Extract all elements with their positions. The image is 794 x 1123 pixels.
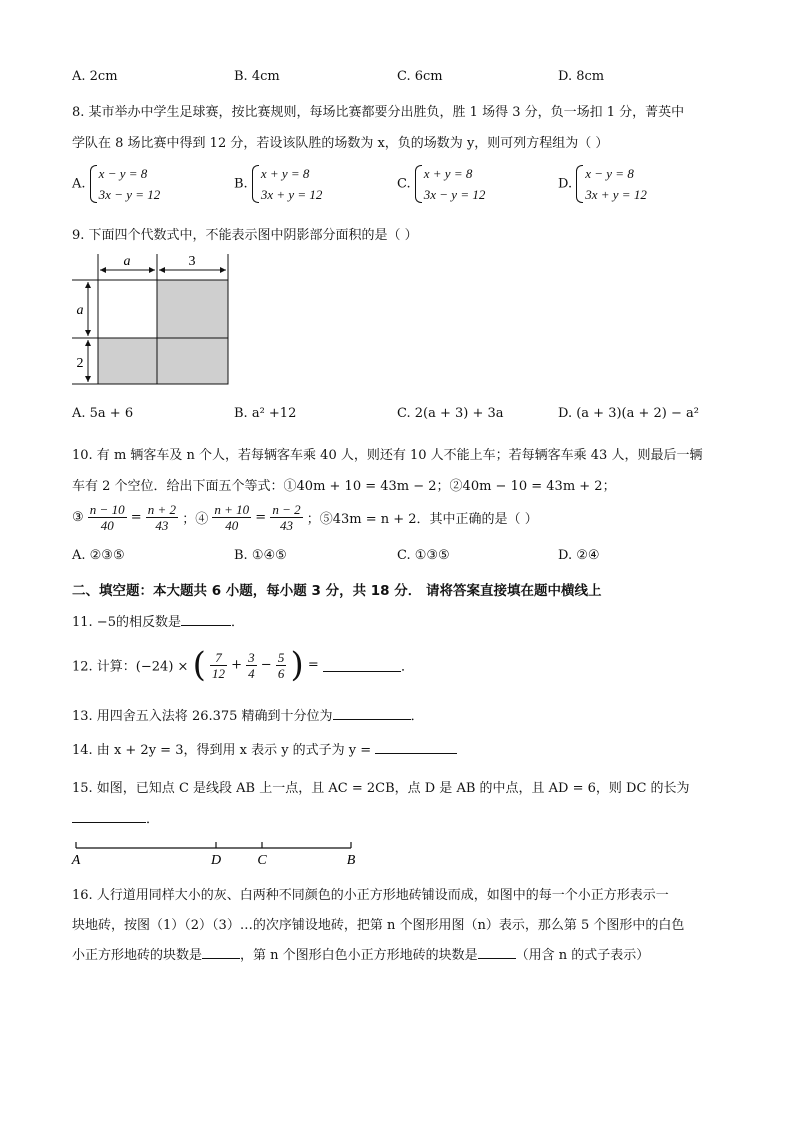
q9-label-left-a: a xyxy=(76,303,84,318)
q9-label-left-2: 2 xyxy=(76,356,84,371)
q9-option-c: C. 2(a + 3) + 3a xyxy=(397,406,504,421)
q16-line1: 16. 人行道用同样大小的灰、白两种不同颜色的小正方形地砖铺设而成，如图中的每一个小正方形表示一 xyxy=(72,888,669,903)
q15-line2: ． xyxy=(72,808,159,827)
q8-c-system: x + y = 8 3x − y = 12 xyxy=(415,163,486,205)
q10-option-d: D. ②④ xyxy=(558,548,600,563)
q10-option-b: B. ①④⑤ xyxy=(234,548,287,563)
q15-point-d: D xyxy=(210,853,222,868)
q15-point-b: B xyxy=(346,853,356,868)
q9-cell-shaded-bottom-left xyxy=(98,338,157,384)
section2-heading: 二、填空题：本大题共 6 小题，每小题 3 分，共 18 分． 请将答案直接填在题中横线上 xyxy=(72,583,602,599)
q12-frac-3: $\frac{5}{6}$ xyxy=(277,649,285,681)
q9-cell-white xyxy=(98,280,157,338)
q8-line1: 8. 某市举办中学生足球赛，按比赛规则，每场比赛都要分出胜负，胜 1 场得 3 分，负一场扣 1 分，菁英中 xyxy=(72,105,685,120)
q12-frac-2: $\frac{3}{4}$ xyxy=(248,649,255,681)
q8-option-d: D. x − y = 8 3x + y = 12 xyxy=(558,163,647,205)
q15-answer-blank[interactable] xyxy=(72,810,146,823)
q9-text: 9. 下面四个代数式中，不能表示图中阴影部分面积的是（ ） xyxy=(72,228,418,243)
q9-cell-shaded-bottom-right xyxy=(157,338,228,384)
q10-option-a: A. ②③⑤ xyxy=(72,548,125,563)
q10-line1: 10. 有 m 辆客车及 n 个人，若每辆客车乘 40 人，则还有 10 人不能上车；若每辆客车乘 43 人，则最后一辆 xyxy=(72,448,703,463)
q15-point-a: A xyxy=(71,853,81,868)
q9-label-top-a: a xyxy=(123,254,131,269)
q10-frac-1: $\frac{n - 10}{40}$ xyxy=(89,502,125,533)
q10-option-c: C. ①③⑤ xyxy=(397,548,450,563)
q16-answer-blank-2[interactable] xyxy=(478,946,516,959)
q15-segment-figure xyxy=(70,838,370,868)
q7-option-d: D. 8cm xyxy=(558,69,605,84)
q11-answer-blank[interactable] xyxy=(181,613,231,626)
q10-frac-3: $\frac{n + 10}{40}$ xyxy=(214,502,250,533)
q13: 13. 用四舍五入法将 26.375 精确到十分位为 ． xyxy=(72,709,424,724)
q16-line3: 小正方形地砖的块数是 ，第 n 个图形白色小正方形地砖的块数是 （用含 n 的式子表示） xyxy=(72,948,650,963)
q12: 12. 计算：(−24) × ( $\frac{7}{12}$ + $\frac{3}{4}$ − $\frac{5}{6}$ ) = ． xyxy=(72,645,414,685)
q14-answer-blank[interactable] xyxy=(375,741,457,754)
q8-d-system: x − y = 8 3x + y = 12 xyxy=(576,163,647,205)
q16-line2: 块地砖，按图（1）（2）（3）…的次序铺设地砖，把第 n 个图形用图（n）表示，那么第 5 个图形中的白色 xyxy=(72,918,685,933)
q11: 11. −5的相反数是 ． xyxy=(72,615,244,630)
q16-answer-blank-1[interactable] xyxy=(202,946,240,959)
q15-line1: 15. 如图，已知点 C 是线段 AB 上一点，且 AC = 2CB，点 D 是 AB 的中点，且 AD = 6，则 DC 的长为 xyxy=(72,781,690,796)
q13-answer-blank[interactable] xyxy=(333,707,411,720)
q9-option-b: B. a² +12 xyxy=(234,406,297,421)
q9-label-top-3: 3 xyxy=(188,254,196,269)
q9-option-a: A. 5a + 6 xyxy=(72,406,134,421)
q10-line3: ③ $\frac{n - 10}{40}$ = $\frac{n + 2}{43}$ ；④ $\frac{n + 10}{40}$ = $\frac{n - 2}{43}$ ；⑤43m = n + 2．其中正确的是（ ） xyxy=(72,502,538,533)
q8-option-c: C. x + y = 8 3x − y = 12 xyxy=(397,163,485,205)
q7-option-a: A. 2cm xyxy=(72,69,118,84)
q10-frac-2: $\frac{n + 2}{43}$ xyxy=(147,502,177,533)
q14: 14. 由 x + 2y = 3，得到用 x 表示 y 的式子为 y = xyxy=(72,739,457,758)
q8-b-system: x + y = 8 3x + y = 12 xyxy=(252,163,323,205)
q9-figure xyxy=(70,252,240,392)
q8-option-b: B. x + y = 8 3x + y = 12 xyxy=(234,163,322,205)
q7-option-b: B. 4cm xyxy=(234,69,280,84)
q12-frac-1: $\frac{7}{12}$ xyxy=(211,649,225,681)
q8-option-a: A. x − y = 8 3x − y = 12 xyxy=(72,163,160,205)
q8-line2: 学队在 8 场比赛中得到 12 分，若设该队胜的场数为 x，负的场数为 y，则可列方程组为（ ） xyxy=(72,136,609,151)
q9-option-d: D. (a + 3)(a + 2) − a² xyxy=(558,406,699,421)
q15-point-c: C xyxy=(257,853,267,868)
q10-line2: 车有 2 个空位．给出下面五个等式：①40m + 10 = 43m − 2；②40m − 10 = 43m + 2； xyxy=(72,479,616,494)
q8-a-system: x − y = 8 3x − y = 12 xyxy=(90,163,161,205)
q9-cell-shaded-top-right xyxy=(157,280,228,338)
q12-answer-blank[interactable] xyxy=(323,659,401,672)
q10-frac-4: $\frac{n - 2}{43}$ xyxy=(272,502,301,533)
q7-option-c: C. 6cm xyxy=(397,69,443,84)
